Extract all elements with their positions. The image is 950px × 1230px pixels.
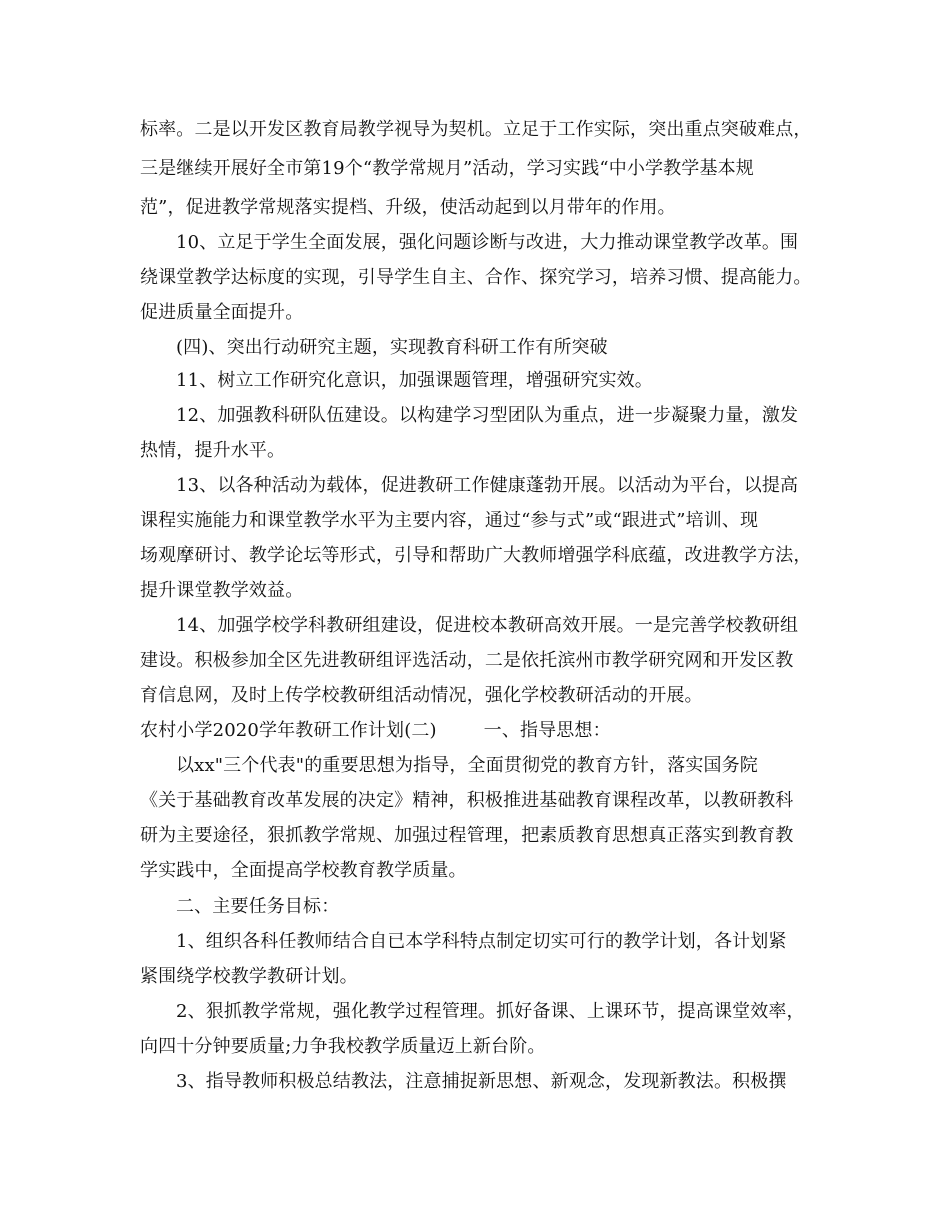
text-line: 促进质量全面提升。 <box>140 302 304 323</box>
text-line: 标率。二是以开发区教育局教学视导为契机。立足于工作实际，突出重点突破难点， <box>140 119 812 140</box>
text-line: 研为主要途径，狠抓教学常规、加强过程管理，把素质教育思想真正落实到教育教 <box>140 825 794 846</box>
text-line: 10、立足于学生全面发展，强化问题诊断与改进，大力推动课堂教学改革。围 <box>176 232 799 253</box>
text-line: 三是继续开展好全市第19个“教学常规月”活动，学习实践“中小学教学基本规 <box>140 158 754 179</box>
text-line: 14、加强学校学科教研组建设，促进校本教研高效开展。一是完善学校教研组 <box>176 615 799 636</box>
text-line: 建设。积极参加全区先进教研组评选活动，二是依托滨州市教学研究网和开发区教 <box>140 650 794 671</box>
text-line: 3、指导教师积极总结教法，注意捕捉新思想、新观念，发现新教法。积极撰 <box>176 1071 787 1092</box>
text-line: 提升课堂教学效益。 <box>140 580 304 601</box>
text-line: 紧围绕学校教学教研计划。 <box>140 966 358 987</box>
text-line: 范”，促进教学常规落实提档、升级，使活动起到以月带年的作用。 <box>140 197 676 218</box>
text-line: 课程实施能力和课堂教学水平为主要内容，通过“参与式”或“跟进式”培训、现 <box>140 510 759 531</box>
text-line: 1、组织各科任教师结合自已本学科特点制定切实可行的教学计划，各计划紧 <box>176 931 787 952</box>
section-heading: (四)、突出行动研究主题，实现教育科研工作有所突破 <box>176 337 608 358</box>
text-line: 热情，提升水平。 <box>140 440 286 461</box>
text-line: 育信息网，及时上传学校教研组活动情况，强化学校教研活动的开展。 <box>140 685 703 706</box>
text-line: 2、狠抓教学常规，强化教学过程管理。抓好备课、上课环节，提高课堂效率， <box>176 1001 805 1022</box>
text-line: 12、加强教科研队伍建设。以构建学习型团队为重点，进一步凝聚力量，激发 <box>176 405 799 426</box>
document-title-line: 农村小学2020学年教研工作计划(二) 一、指导思想： <box>140 720 611 741</box>
text-line: 学实践中，全面提高学校教育教学质量。 <box>140 860 467 881</box>
text-line: 《关于基础教育改革发展的决定》精神，积极推进基础教育课程改革，以教研教科 <box>140 790 794 811</box>
section-heading: 二、主要任务目标： <box>176 896 340 917</box>
text-line: 11、树立工作研究化意识，加强课题管理，增强研究实效。 <box>176 370 653 391</box>
text-line: 向四十分钟要质量;力争我校教学质量迈上新台阶。 <box>140 1036 546 1057</box>
text-line: 以xx"三个代表"的重要思想为指导，全面贯彻党的教育方针，落实国务院 <box>176 755 758 776</box>
text-line: 绕课堂教学达标度的实现，引导学生自主、合作、探究学习，培养习惯、提高能力。 <box>140 267 812 288</box>
text-line: 场观摩研讨、教学论坛等形式，引导和帮助广大教师增强学科底蕴，改进教学方法， <box>140 545 812 566</box>
text-line: 13、以各种活动为载体，促进教研工作健康蓬勃开展。以活动为平台，以提高 <box>176 475 799 496</box>
